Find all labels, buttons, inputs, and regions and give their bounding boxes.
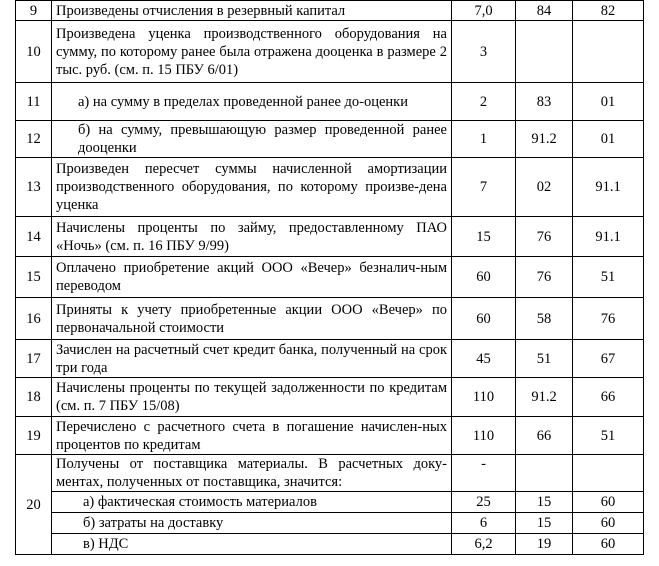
table-row [16,417,644,455]
entry-number: 17 [16,340,52,378]
entry-credit: 91.1 [573,158,644,217]
entry-credit: 67 [573,340,644,378]
entry-description: Перечислено с расчетного счета в погашение начислен-ных процентов по кредитам [52,417,452,455]
entry-number: 20 [16,455,52,555]
entry-amount: 45 [452,340,516,378]
entry-credit [573,455,644,492]
table-row [16,378,644,417]
entry-description: в) НДС [52,534,452,555]
entry-number: 10 [16,21,52,83]
table-row [16,83,644,121]
entry-credit: 51 [573,257,644,298]
entry-debit: 66 [516,417,573,455]
entry-credit: 60 [573,492,644,513]
entry-credit: 01 [573,121,644,158]
table-row [16,21,644,83]
entry-number: 9 [16,1,52,21]
entry-debit: 84 [516,1,573,21]
entry-amount: 7 [452,158,516,217]
entry-credit: 60 [573,534,644,555]
entry-description: Произведена уценка производственного оборудования на сумму, по которому ранее была отражена дооценка в размере 2 тыс. руб. (см. п. 15 ПБУ 6/01) [52,21,452,83]
entry-number: 14 [16,217,52,257]
table-row [16,534,644,555]
entry-debit: 02 [516,158,573,217]
entry-description: Оплачено приобретение акций ООО «Вечер» безналич-ным переводом [52,257,452,298]
entry-credit: 76 [573,298,644,340]
entry-amount: 7,0 [452,1,516,21]
entry-credit: 66 [573,378,644,417]
table-row [16,257,644,298]
entry-description: Приняты к учету приобретенные акции ООО «Вечер» по первоначальной стоимости [52,298,452,340]
table-row [16,217,644,257]
entry-number: 19 [16,417,52,455]
entry-debit: 15 [516,492,573,513]
entry-debit [516,21,573,83]
entry-debit: 91.2 [516,378,573,417]
entry-amount: 60 [452,298,516,340]
entry-debit: 76 [516,217,573,257]
entry-description: а) фактическая стоимость материалов [52,492,452,513]
entry-description: Зачислен на расчетный счет кредит банка, полученный на срок три года [52,340,452,378]
entry-description: Произведен пересчет суммы начисленной амортизации производственного оборудования, по которому произве-дена уценка [52,158,452,217]
table-row [16,492,644,513]
entry-amount: 110 [452,378,516,417]
entry-credit: 51 [573,417,644,455]
entry-debit: 19 [516,534,573,555]
entry-amount: 60 [452,257,516,298]
entry-debit: 58 [516,298,573,340]
entry-amount: 15 [452,217,516,257]
entry-amount: - [452,455,516,492]
entry-number: 11 [16,83,52,121]
entry-debit: 91.2 [516,121,573,158]
entry-description: б) затраты на доставку [52,513,452,534]
entry-description: Получены от поставщика материалы. В расчетных доку-ментах, полученных от поставщика, значится: [52,455,452,492]
entry-amount: 3 [452,21,516,83]
entry-description: б) на сумму, превышающую размер проведенной ранее дооценки [52,121,452,158]
entry-amount: 6 [452,513,516,534]
entry-credit: 91.1 [573,217,644,257]
table-row [16,121,644,158]
entry-debit: 83 [516,83,573,121]
entry-number: 13 [16,158,52,217]
entry-credit: 60 [573,513,644,534]
ledger-table-wrapper [15,0,644,555]
entry-amount: 25 [452,492,516,513]
table-row [16,455,644,492]
table-row [16,298,644,340]
table-row [16,513,644,534]
entry-debit [516,455,573,492]
entry-debit: 76 [516,257,573,298]
entry-number: 16 [16,298,52,340]
entry-amount: 110 [452,417,516,455]
table-row [16,1,644,21]
entry-description: Начислены проценты по текущей задолженности по кредитам (см. п. 7 ПБУ 15/08) [52,378,452,417]
entry-credit: 82 [573,1,644,21]
entry-credit [573,21,644,83]
journal-entries-table [15,0,644,555]
entry-description: а) на сумму в пределах проведенной ранее до-оценки [52,83,452,121]
entry-amount: 2 [452,83,516,121]
table-row [16,340,644,378]
entry-amount: 6,2 [452,534,516,555]
entry-debit: 51 [516,340,573,378]
entry-description: Начислены проценты по займу, предоставленному ПАО «Ночь» (см. п. 16 ПБУ 9/99) [52,217,452,257]
entry-amount: 1 [452,121,516,158]
entry-credit: 01 [573,83,644,121]
entry-number: 18 [16,378,52,417]
entry-number: 15 [16,257,52,298]
entry-number: 12 [16,121,52,158]
entry-description: Произведены отчисления в резервный капитал [52,1,452,21]
table-row [16,158,644,217]
entry-debit: 15 [516,513,573,534]
